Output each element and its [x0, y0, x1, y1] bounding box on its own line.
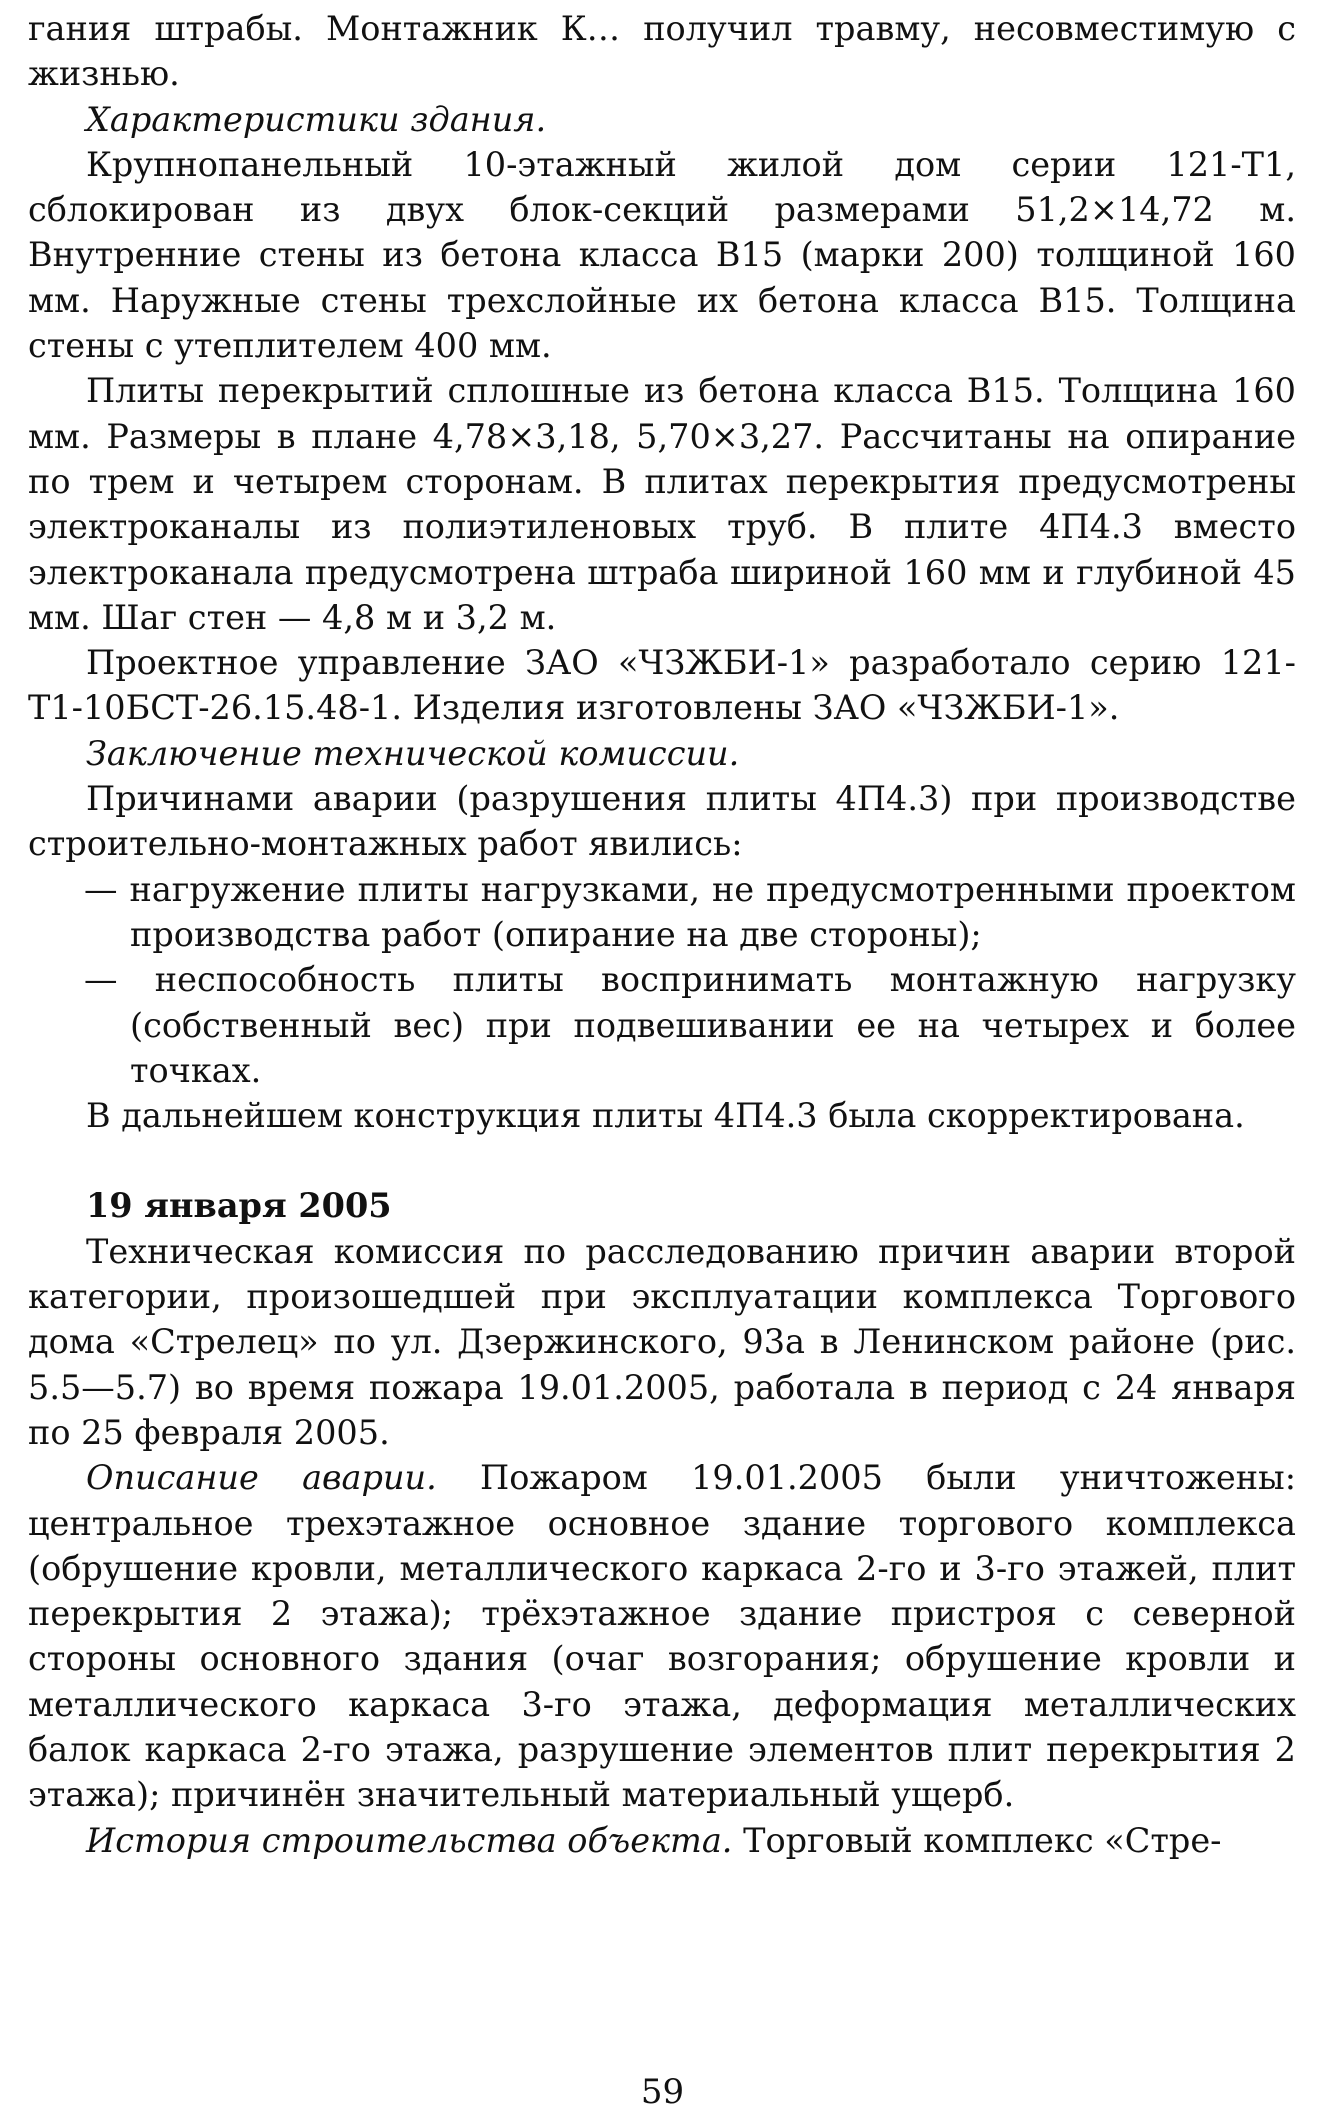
- page-number: 59: [640, 2072, 685, 2112]
- list-item-cause-1: — нагружение плиты нагрузками, не предусмотренными проектом производства работ (опирание на две стороны);: [84, 869, 1296, 954]
- paragraph-correction: В дальнейшем конструкция плиты 4П4.3 была скорректирована.: [86, 1096, 1245, 1136]
- list-item-cause-2: — неспособность плиты воспринимать монтажную нагрузку (собственный вес) при подвешивании ее на четырех и более точках.: [84, 960, 1296, 1090]
- paragraph-accident-description: [28, 1455, 1296, 1817]
- subheading-building-characteristics: Характеристики здания.: [86, 99, 547, 139]
- paragraph-design-office: Проектное управление ЗАО «ЧЗЖБИ-1» разработало серию 121-Т1-10БСТ-26.15.48-1. Изделия изготовлены ЗАО «ЧЗЖБИ-1».: [28, 643, 1296, 728]
- paragraph-causes: Причинами аварии (разрушения плиты 4П4.3) при производстве строительно-монтажных работ явились:: [28, 779, 1296, 864]
- body-text: [28, 6, 1296, 1863]
- paragraph-commission-intro: Техническая комиссия по расследованию причин аварии второй категории, произошедшей при эксплуатации комплекса Торгового дома «Стрелец» по ул. Дзержинского, 93а в Ленинском районе (рис. 5.5—5.7) во время пожара 19.01.2005, работала в период с 24 января по 25 февраля 2005.: [28, 1231, 1296, 1452]
- paragraph-construction-history: [28, 1818, 1296, 1863]
- inline-heading-accident: Описание аварии.: [86, 1458, 437, 1498]
- paragraph-building-description: Крупнопанельный 10-этажный жилой дом серии 121-Т1, сблокирован из двух блок-секций размерами 51,2×14,72 м. Внутренние стены из бетона класса В15 (марки 200) толщиной 160 мм. Наружные стены трехслойные их бетона класса В15. Толщина стены с утеплителем 400 мм.: [28, 144, 1296, 366]
- accident-description-text: Пожаром 19.01.2005 были уничтожены: центральное трехэтажное основное здание торгового комплекса (обрушение кровли, металлического каркаса 2-го и 3-го этажей, плит перекрытия 2 этажа); трёхэтажное здание пристроя с северной стороны основного здания (очаг возгорания; обрушение кровли и металлического каркаса 3-го этажа, деформация металлических балок каркаса 2-го этажа, разрушение элементов плит перекрытия 2 этажа); причинён значительный материальный ущерб.: [28, 1458, 1296, 1815]
- construction-history-text: Торговый комплекс «Стре-: [732, 1820, 1222, 1860]
- section-heading-date: 19 января 2005: [86, 1186, 392, 1226]
- paragraph-continuation: гания штрабы. Монтажник К… получил травму, несовместимую с жизнью.: [28, 9, 1296, 94]
- paragraph-floor-slabs: Плиты перекрытий сплошные из бетона класса В15. Толщина 160 мм. Размеры в плане 4,78×3,18, 5,70×3,27. Рассчитаны на опирание по трем и четырем сторонам. В плитах перекрытия предусмотрены электроканалы из полиэтиленовых труб. В плите 4П4.3 вместо электроканала предусмотрена штраба шириной 160 мм и глубиной 45 мм. Шаг стен — 4,8 м и 3,2 м.: [28, 371, 1296, 637]
- inline-heading-history: История строительства объекта.: [86, 1820, 733, 1860]
- subheading-commission-conclusion: Заключение технической комиссии.: [86, 733, 740, 773]
